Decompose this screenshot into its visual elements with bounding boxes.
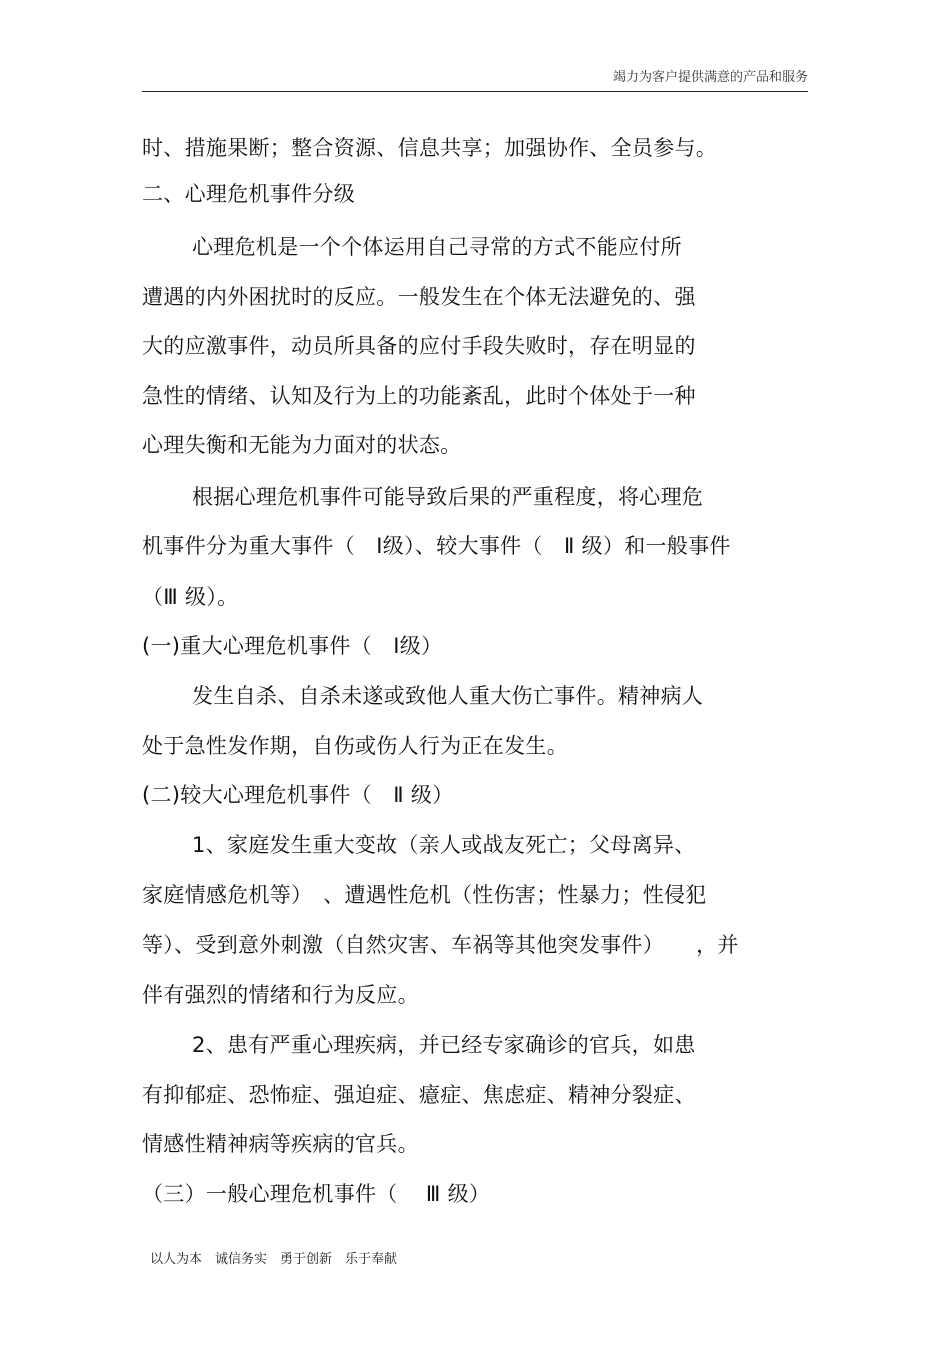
section-heading: 二、心理危机事件分级 <box>142 182 355 206</box>
text-line: （Ⅲ 级）。 <box>142 585 239 609</box>
text-line: 等）、受到意外刺激（自然灾害、车祸等其他突发事件） ，并 <box>142 933 739 957</box>
text-line: 有抑郁症、恐怖症、强迫症、癔症、焦虑症、精神分裂症、 <box>142 1083 696 1107</box>
subsection-heading: （三）一般心理危机事件（ Ⅲ 级） <box>142 1182 491 1206</box>
text-line: 1、家庭发生重大变故（亲人或战友死亡；父母离异、 <box>192 833 696 857</box>
text-line: 急性的情绪、认知及行为上的功能紊乱，此时个体处于一种 <box>142 384 696 408</box>
subsection-heading: (二)较大心理危机事件（ Ⅱ 级） <box>142 783 454 807</box>
text-line: 大的应激事件，动员所具备的应付手段失败时，存在明显的 <box>142 334 696 358</box>
text-line: 时、措施果断；整合资源、信息共享；加强协作、全员参与。 <box>142 136 718 160</box>
header-rule <box>142 91 808 92</box>
text-line: 伴有强烈的情绪和行为反应。 <box>142 983 419 1007</box>
text-line: 2、患有严重心理疾病，并已经专家确诊的官兵，如患 <box>192 1033 696 1057</box>
text-line: 机事件分为重大事件（ Ⅰ级）、较大事件（ Ⅱ 级）和一般事件 <box>142 534 731 558</box>
text-line: 心理失衡和无能为力面对的状态。 <box>142 433 462 457</box>
text-line: 家庭情感危机等） 、遭遇性危机（性伤害；性暴力；性侵犯 <box>142 883 707 907</box>
text-line: 心理危机是一个个体运用自己寻常的方式不能应付所 <box>192 235 682 259</box>
subsection-heading: (一)重大心理危机事件（ Ⅰ级） <box>142 634 443 658</box>
text-line: 发生自杀、自杀未遂或致他人重大伤亡事件。精神病人 <box>192 684 704 708</box>
text-line: 遭遇的内外困扰时的反应。一般发生在个体无法避免的、强 <box>142 285 696 309</box>
text-line: 情感性精神病等疾病的官兵。 <box>142 1132 419 1156</box>
text-line: 根据心理危机事件可能导致后果的严重程度，将心理危 <box>192 485 704 509</box>
footer-motto: 以人为本 诚信务实 勇于创新 乐于奉献 <box>150 1252 398 1267</box>
header-slogan: 竭力为客户提供满意的产品和服务 <box>612 70 808 85</box>
text-line: 处于急性发作期，自伤或伤人行为正在发生。 <box>142 734 568 758</box>
